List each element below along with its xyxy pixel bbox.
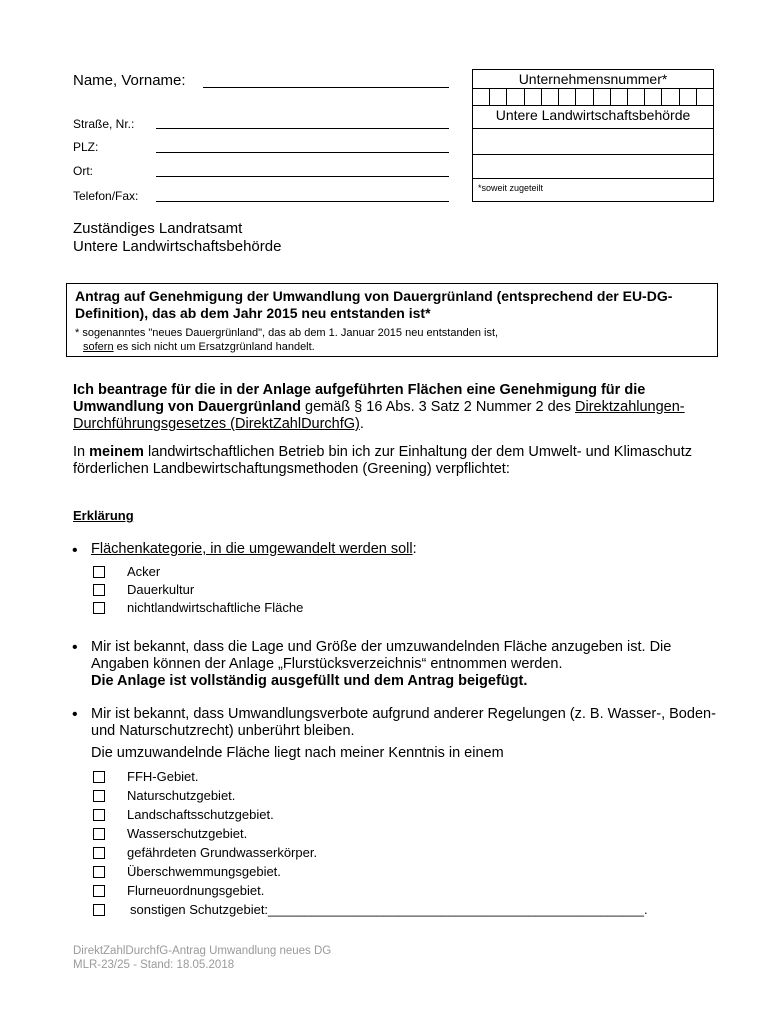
zip-label: PLZ: [73, 140, 99, 154]
checkbox-naturschutz[interactable] [93, 790, 105, 802]
option-label: Flurneuordnungsgebiet. [127, 883, 265, 898]
bullet3-text: Mir ist bekannt, dass Umwandlungsverbote aufgrund anderer Regelungen (z. B. Wasser-, Boden- und Naturschutzrecht) unberührt bleiben. [91, 706, 716, 739]
option-label: Überschwemmungsgebiet. [127, 864, 281, 879]
footer-line1: DirektZahlDurchfG-Antrag Umwandlung neues DG [73, 945, 332, 957]
checkbox-acker[interactable] [93, 566, 105, 578]
title-footnote: * sogenanntes "neues Dauergrünland", das ab dem 1. Januar 2015 neu entstanden ist, sofern es sich nicht um Ersatzgrünland handelt. [75, 327, 499, 353]
name-label: Name, Vorname: [73, 72, 186, 89]
company-box-field-1[interactable] [473, 154, 713, 155]
option-label: Landschaftsschutzgebiet. [127, 807, 274, 822]
recipient-address [73, 220, 281, 256]
option-label: Dauerkultur [127, 582, 195, 597]
recipient-line2: Untere Landwirtschaftsbehörde [73, 238, 282, 255]
company-number-cells[interactable] [473, 88, 713, 106]
option-label-sonstiges: sonstigen Schutzgebiet:____________________________________________________. [130, 902, 648, 917]
company-box-authority: Untere Landwirtschaftsbehörde [495, 107, 691, 123]
company-number-box [472, 69, 714, 202]
bullet-dot: • [72, 639, 78, 656]
checkbox-landschaftsschutz[interactable] [93, 809, 105, 821]
city-label: Ort: [73, 164, 93, 178]
company-box-field-2[interactable] [473, 178, 713, 179]
document-footer [73, 944, 331, 972]
option-label: gefährdeten Grundwasserkörper. [127, 845, 318, 860]
phone-label: Telefon/Fax: [73, 189, 139, 203]
title-box [66, 283, 718, 357]
greening-paragraph: In meinem landwirtschaftlichen Betrieb bin ich zur Einhaltung der dem Umwelt- und Klimaschutz förderlichen Landbewirtschaftungsmethoden (Greening) verpflichtet: [73, 444, 692, 477]
checkbox-nichtlandwirtschaftlich[interactable] [93, 602, 105, 614]
checkbox-wasserschutz[interactable] [93, 828, 105, 840]
bullet3-subtext: Die umzuwandelnde Fläche liegt nach meiner Kenntnis in einem [91, 745, 504, 761]
footer-line2: MLR-23/25 - Stand: 18.05.2018 [73, 959, 235, 971]
checkbox-ffh[interactable] [93, 771, 105, 783]
checkbox-ueberschwemmung[interactable] [93, 866, 105, 878]
request-paragraph: Ich beantrage für die in der Anlage aufgeführten Flächen eine Genehmigung für die Umwandlung von Dauergrünland gemäß § 16 Abs. 3 Satz 2 Nummer 2 des Direktzahlungen-Durchführungsgesetzes (DirektZahlDurchfG). [73, 382, 685, 432]
zip-input-line[interactable] [156, 152, 449, 153]
option-label: FFH-Gebiet. [127, 769, 199, 784]
checkbox-dauerkultur[interactable] [93, 584, 105, 596]
phone-input-line[interactable] [156, 201, 449, 202]
checkbox-sonstiges[interactable] [93, 904, 105, 916]
street-label: Straße, Nr.: [73, 117, 135, 131]
bullet1-text: Flächenkategorie, in die umgewandelt werden soll: [91, 541, 417, 557]
application-title: Antrag auf Genehmigung der Umwandlung von Dauergrünland (entsprechend der EU-DG-Definition), das ab dem Jahr 2015 neu entstanden ist* [75, 288, 673, 321]
checkbox-grundwasser[interactable] [93, 847, 105, 859]
declaration-heading: Erklärung [73, 508, 134, 523]
option-label: Naturschutzgebiet. [127, 788, 236, 803]
recipient-line1: Zuständiges Landratsamt [73, 220, 243, 237]
bullet-dot: • [72, 706, 78, 723]
company-box-footnote: *soweit zugeteilt [478, 183, 544, 193]
bullet2-text: Mir ist bekannt, dass die Lage und Größe der umzuwandelnden Fläche anzugeben ist. Die Angaben können der Anlage „Flurstücksverzeichnis“ entnommen werden. Die Anlage ist vollständig ausgefüllt und dem Antrag beigefügt. [91, 639, 672, 689]
option-label: nichtlandwirtschaftliche Fläche [127, 600, 304, 615]
city-input-line[interactable] [156, 176, 449, 177]
company-number-header: Unternehmensnummer* [518, 71, 668, 87]
option-label: Acker [127, 564, 161, 579]
option-label: Wasserschutzgebiet. [127, 826, 248, 841]
checkbox-flurneuordnung[interactable] [93, 885, 105, 897]
street-input-line[interactable] [156, 128, 449, 129]
name-input-line[interactable] [203, 87, 449, 88]
bullet-dot: • [72, 542, 78, 559]
